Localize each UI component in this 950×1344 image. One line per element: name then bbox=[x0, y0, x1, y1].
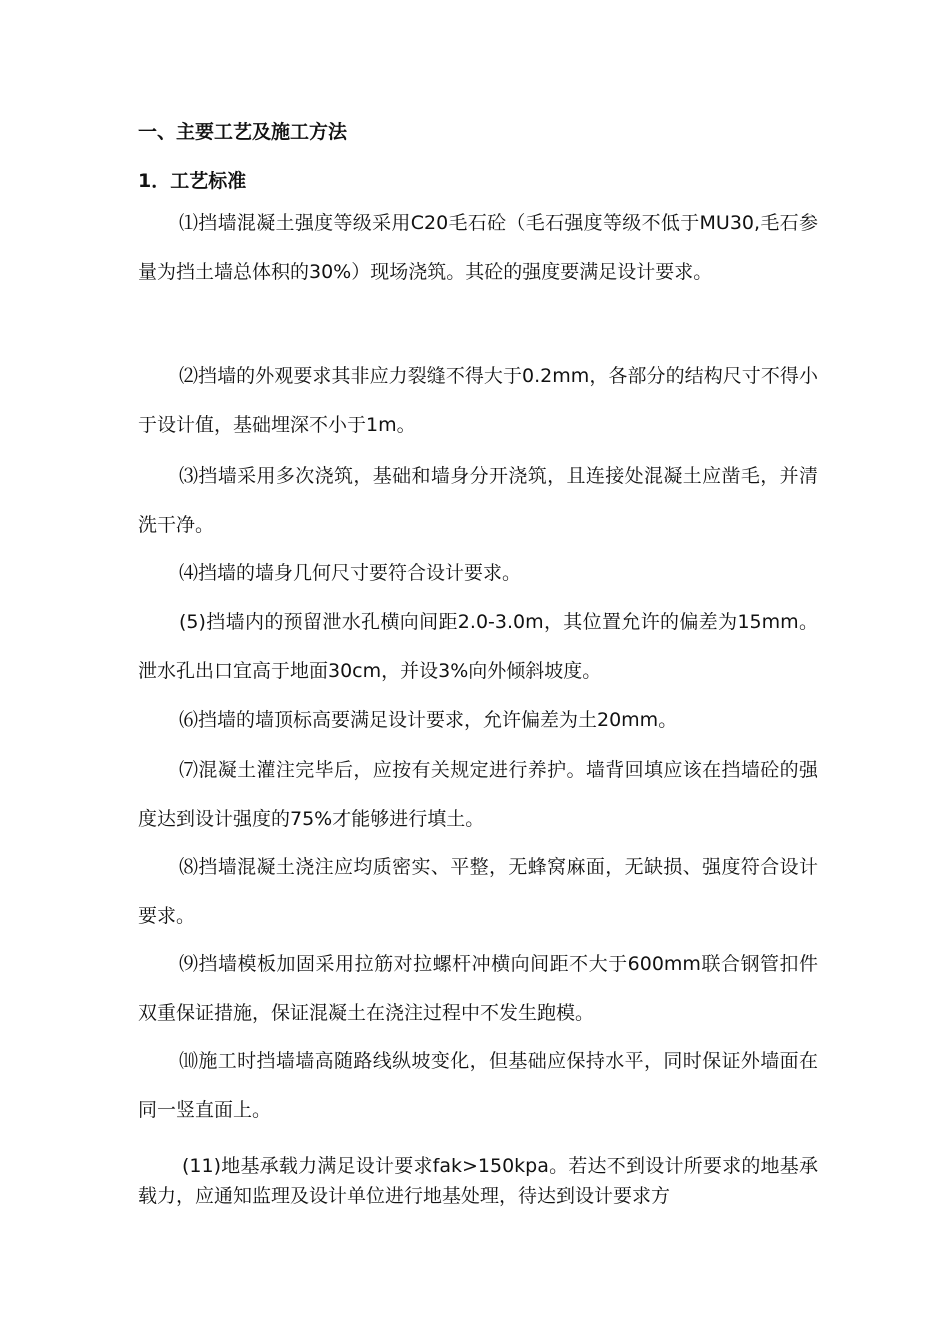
standard-item-10: ⑽施工时挡墙墙高随路线纵坡变化，但基础应保持水平，同时保证外墙面在同一竖直面上。 bbox=[138, 1050, 818, 1121]
standard-item-1: ⑴挡墙混凝土强度等级采用C20毛石砼（毛石强度等级不低于MU30,毛石参量为挡土墙总体积的30%）现场浇筑。其砼的强度要满足设计要求。 bbox=[138, 212, 818, 283]
standard-item-2: ⑵挡墙的外观要求其非应力裂缝不得大于0.2mm，各部分的结构尺寸不得小于设计值，基础埋深不小于1m。 bbox=[138, 365, 818, 436]
standard-item-6: ⑹挡墙的墙顶标高要满足设计要求，允许偏差为土20mm。 bbox=[179, 709, 678, 731]
standard-item-4: ⑷挡墙的墙身几何尺寸要符合设计要求。 bbox=[179, 562, 522, 584]
standard-item-8: ⑻挡墙混凝土浇注应均质密实、平整，无蜂窝麻面，无缺损、强度符合设计要求。 bbox=[138, 856, 818, 927]
standard-item-9: ⑼挡墙模板加固采用拉筋对拉螺杆冲横向间距不大于600mm联合钢管扣件双重保证措施，保证混凝土在浇注过程中不发生跑模。 bbox=[138, 953, 818, 1024]
section-title: 一、主要工艺及施工方法 bbox=[138, 121, 348, 143]
standard-item-7: ⑺混凝土灌注完毕后，应按有关规定进行养护。墙背回填应该在挡墙砼的强度达到设计强度的75%才能够进行填土。 bbox=[138, 759, 818, 830]
standard-item-3: ⑶挡墙采用多次浇筑，基础和墙身分开浇筑，且连接处混凝土应凿毛，并清洗干净。 bbox=[138, 465, 818, 536]
standard-item-11: (11)地基承载力满足设计要求fak>150kpa。若达不到设计所要求的地基承载力，应通知监理及设计单位进行地基处理，待达到设计要求方 bbox=[138, 1155, 818, 1207]
subsection-title: 1．工艺标准 bbox=[138, 170, 247, 192]
standard-item-5: (5)挡墙内的预留泄水孔横向间距2.0-3.0m，其位置允许的偏差为15mm。泄水孔出口宜高于地面30cm，并设3%向外倾斜坡度。 bbox=[138, 611, 818, 682]
